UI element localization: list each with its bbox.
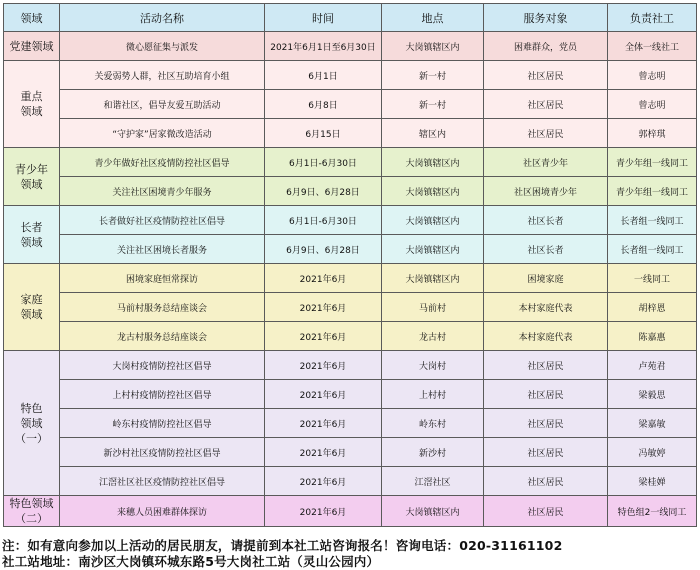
time-cell: 2021年6月 — [265, 264, 382, 293]
worker-cell: 特色组2一线同工 — [608, 496, 697, 527]
table-row — [4, 322, 697, 351]
time-cell: 2021年6月 — [265, 496, 382, 527]
target-cell: 社区居民 — [484, 467, 608, 496]
place-cell: 岭东村 — [382, 409, 484, 438]
table-row — [4, 351, 697, 380]
table-row — [4, 293, 697, 322]
time-cell: 6月9日、6月28日 — [265, 235, 382, 264]
time-cell: 6月1日 — [265, 61, 382, 90]
time-cell: 2021年6月 — [265, 467, 382, 496]
time-cell: 6月8日 — [265, 90, 382, 119]
time-cell: 6月1日-6月30日 — [265, 206, 382, 235]
domain-cell: 家庭 领域 — [4, 264, 60, 351]
place-cell: 大岗镇辖区内 — [382, 206, 484, 235]
place-cell: 龙古村 — [382, 322, 484, 351]
activity-cell: “守护家”居家微改造活动 — [60, 119, 265, 148]
time-cell: 2021年6月 — [265, 351, 382, 380]
worker-cell: 卢苑君 — [608, 351, 697, 380]
target-cell: 社区居民 — [484, 119, 608, 148]
worker-cell: 一线同工 — [608, 264, 697, 293]
activity-cell: 微心愿征集与派发 — [60, 32, 265, 61]
footer-note: 注：如有意向参加以上活动的居民朋友，请提前到本社工站咨询报名！咨询电话：020-31161102 — [2, 538, 563, 553]
worker-cell: 曾志明 — [608, 90, 697, 119]
worker-cell: 梁嘉敏 — [608, 409, 697, 438]
worker-cell: 全体一线社工 — [608, 32, 697, 61]
place-cell: 大岗镇辖区内 — [382, 148, 484, 177]
header-worker: 负责社工 — [608, 4, 697, 32]
activity-cell: 来穗人员困难群体探访 — [60, 496, 265, 527]
domain-cell: 特色 领域 （一） — [4, 351, 60, 496]
domain-cell: 特色领域 （二） — [4, 496, 60, 527]
place-cell: 马前村 — [382, 293, 484, 322]
table-row — [4, 380, 697, 409]
target-cell: 社区困境青少年 — [484, 177, 608, 206]
header-activity: 活动名称 — [60, 4, 265, 32]
table-row — [4, 409, 697, 438]
worker-cell: 陈嘉惠 — [608, 322, 697, 351]
place-cell: 上村村 — [382, 380, 484, 409]
worker-cell: 梁毅思 — [608, 380, 697, 409]
domain-cell: 青少年 领域 — [4, 148, 60, 206]
target-cell: 社区居民 — [484, 351, 608, 380]
place-cell: 新一村 — [382, 90, 484, 119]
footer-address: 社工站地址：南沙区大岗镇环城东路5号大岗社工站（灵山公园内） — [2, 554, 380, 569]
header-target: 服务对象 — [484, 4, 608, 32]
place-cell: 大岗村 — [382, 351, 484, 380]
activity-cell: 关爱弱势人群，社区互助培育小组 — [60, 61, 265, 90]
target-cell: 社区居民 — [484, 438, 608, 467]
header-domain: 领域 — [4, 4, 60, 32]
table-row — [4, 119, 697, 148]
place-cell: 辖区内 — [382, 119, 484, 148]
activity-cell: 新沙村社区疫情防控社区倡导 — [60, 438, 265, 467]
place-cell: 大岗镇辖区内 — [382, 496, 484, 527]
time-cell: 6月1日-6月30日 — [265, 148, 382, 177]
table-row — [4, 177, 697, 206]
table-row — [4, 235, 697, 264]
target-cell: 社区居民 — [484, 61, 608, 90]
target-cell: 社区长者 — [484, 206, 608, 235]
activity-cell: 长者做好社区疫情防控社区倡导 — [60, 206, 265, 235]
activity-cell: 关注社区困境青少年服务 — [60, 177, 265, 206]
table-row — [4, 90, 697, 119]
time-cell: 2021年6月 — [265, 380, 382, 409]
activity-cell: 岭东村疫情防控社区倡导 — [60, 409, 265, 438]
domain-cell: 长者 领域 — [4, 206, 60, 264]
time-cell: 2021年6月 — [265, 293, 382, 322]
activity-cell: 困境家庭恒常探访 — [60, 264, 265, 293]
table-row — [4, 206, 697, 235]
target-cell: 困境家庭 — [484, 264, 608, 293]
table-row — [4, 32, 697, 61]
worker-cell: 梁桂婵 — [608, 467, 697, 496]
table-row — [4, 467, 697, 496]
place-cell: 新沙村 — [382, 438, 484, 467]
activity-schedule-table — [3, 3, 697, 527]
time-cell: 2021年6月1日至6月30日 — [265, 32, 382, 61]
table-row — [4, 496, 697, 527]
worker-cell: 胡梓恩 — [608, 293, 697, 322]
target-cell: 本村家庭代表 — [484, 322, 608, 351]
place-cell: 大岗镇辖区内 — [382, 235, 484, 264]
table-body — [4, 32, 697, 527]
time-cell: 2021年6月 — [265, 322, 382, 351]
activity-cell: 大岗村疫情防控社区倡导 — [60, 351, 265, 380]
table-row — [4, 438, 697, 467]
table-row — [4, 61, 697, 90]
activity-cell: 青少年做好社区疫情防控社区倡导 — [60, 148, 265, 177]
time-cell: 6月15日 — [265, 119, 382, 148]
domain-cell: 重点 领域 — [4, 61, 60, 148]
table-header-row — [4, 4, 697, 32]
target-cell: 社区居民 — [484, 380, 608, 409]
place-cell: 江滘社区 — [382, 467, 484, 496]
activity-cell: 马前村服务总结座谈会 — [60, 293, 265, 322]
place-cell: 大岗镇辖区内 — [382, 264, 484, 293]
header-place: 地点 — [382, 4, 484, 32]
target-cell: 社区居民 — [484, 409, 608, 438]
worker-cell: 长者组一线同工 — [608, 206, 697, 235]
activity-cell: 上村村疫情防控社区倡导 — [60, 380, 265, 409]
target-cell: 社区居民 — [484, 496, 608, 527]
time-cell: 2021年6月 — [265, 409, 382, 438]
domain-cell: 党建领域 — [4, 32, 60, 61]
time-cell: 2021年6月 — [265, 438, 382, 467]
target-cell: 社区长者 — [484, 235, 608, 264]
table-row — [4, 148, 697, 177]
worker-cell: 郭梓琪 — [608, 119, 697, 148]
place-cell: 大岗镇辖区内 — [382, 177, 484, 206]
place-cell: 新一村 — [382, 61, 484, 90]
target-cell: 社区青少年 — [484, 148, 608, 177]
worker-cell: 曾志明 — [608, 61, 697, 90]
header-time: 时间 — [265, 4, 382, 32]
place-cell: 大岗镇辖区内 — [382, 32, 484, 61]
target-cell: 本村家庭代表 — [484, 293, 608, 322]
worker-cell: 青少年组一线同工 — [608, 177, 697, 206]
target-cell: 社区居民 — [484, 90, 608, 119]
activity-cell: 江滘社区社区疫情防控社区倡导 — [60, 467, 265, 496]
activity-cell: 龙古村服务总结座谈会 — [60, 322, 265, 351]
activity-cell: 和谐社区，倡导友爱互助活动 — [60, 90, 265, 119]
worker-cell: 冯敏婷 — [608, 438, 697, 467]
activity-cell: 关注社区困境长者服务 — [60, 235, 265, 264]
worker-cell: 青少年组一线同工 — [608, 148, 697, 177]
table-row — [4, 264, 697, 293]
time-cell: 6月9日、6月28日 — [265, 177, 382, 206]
target-cell: 困难群众，党员 — [484, 32, 608, 61]
worker-cell: 长者组一线同工 — [608, 235, 697, 264]
